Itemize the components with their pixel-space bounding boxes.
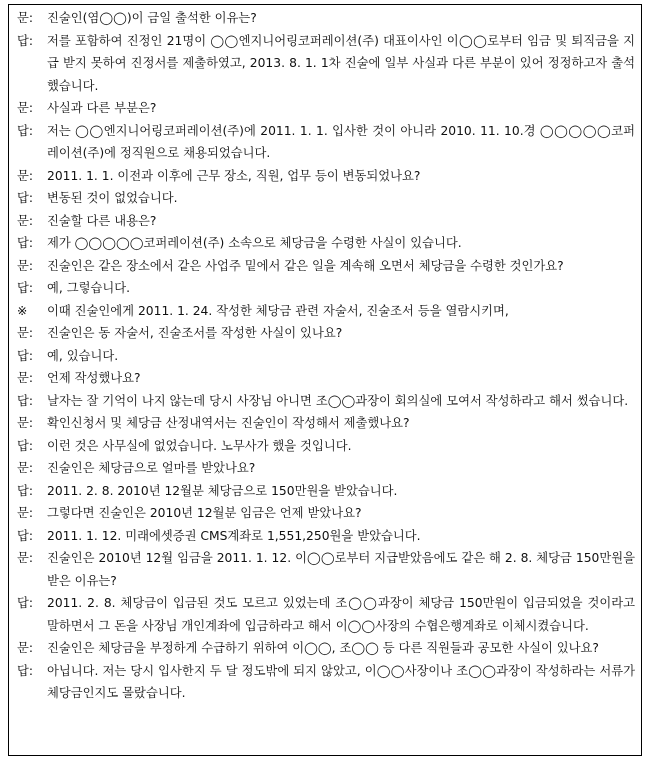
entry-prefix: 답: (17, 191, 34, 205)
entry-prefix: 답: (17, 281, 34, 295)
entry-text: 2011. 2. 8. 체당금이 입금된 것도 모르고 있었는데 조◯◯과장이 체당금 150만원이 입금되었을 것이라고 말하면서 그 돈을 사장님 개인계좌에 입금하라고 해서 이◯◯사장의 수협은행계좌로 이체시켰습니다. (47, 596, 635, 633)
entry-text: 2011. 1. 1. 이전과 이후에 근무 장소, 직원, 업무 등이 변동되었나요? (47, 168, 421, 183)
answer-entry (17, 345, 635, 368)
note-entry (17, 300, 635, 323)
question-entry (17, 210, 635, 233)
entry-prefix: 문: (17, 326, 34, 340)
entry-prefix: 문: (17, 641, 34, 655)
question-entry (17, 637, 635, 660)
entry-text: 2011. 2. 8. 2010년 12월분 체당금으로 150만원을 받았습니다. (47, 483, 398, 498)
entry-prefix: 문: (17, 213, 34, 228)
statement-document (8, 4, 642, 756)
answer-entry (17, 480, 635, 503)
question-entry (17, 97, 635, 120)
entry-text: 진술인(염◯◯)이 금일 출석한 이유는? (47, 11, 257, 25)
question-entry (17, 547, 635, 592)
entry-text: 언제 작성했나요? (47, 371, 141, 385)
entry-text: 진술인은 2010년 12월 임금을 2011. 1. 12. 이◯◯로부터 지급받았음에도 같은 해 2. 8. 체당금 150만원을 받은 이유는? (47, 551, 635, 588)
question-entry (17, 7, 635, 30)
question-entry (17, 322, 635, 345)
entry-prefix: 답: (17, 393, 34, 408)
entry-prefix: 답: (17, 123, 34, 138)
answer-entry (17, 660, 635, 705)
entry-text: 진술인은 체당금으로 얼마를 받았나요? (47, 461, 256, 475)
question-entry (17, 412, 635, 435)
entry-text: 사실과 다른 부분은? (47, 101, 157, 115)
entry-text: 저는 ◯◯엔지니어링코퍼레이션(주)에 2011. 1. 1. 입사한 것이 아니라 2010. 11. 10.경 ◯◯◯◯◯코퍼레이션(주)에 정직원으로 채용되었습니다. (47, 123, 635, 160)
question-entry (17, 457, 635, 480)
entry-text: 진술인은 동 자술서, 진술조서를 작성한 사실이 있나요? (47, 326, 343, 340)
entry-text: 진술인은 같은 장소에서 같은 사업주 밑에서 같은 일을 계속해 오면서 체당금을 수령한 것인가요? (47, 258, 564, 273)
entry-text: 예, 그렇습니다. (47, 281, 130, 295)
entry-prefix: 문: (17, 551, 34, 565)
entry-text: 제가 ◯◯◯◯◯코퍼레이션(주) 소속으로 체당금을 수령한 사실이 있습니다. (47, 236, 462, 250)
entry-prefix: 문: (17, 371, 34, 385)
entry-prefix: 답: (17, 348, 34, 363)
entry-prefix: 답: (17, 236, 34, 250)
entry-text: 예, 있습니다. (47, 348, 119, 363)
entry-text: 2011. 1. 12. 미래에셋증권 CMS계좌로 1,551,250원을 받았습니다. (47, 528, 421, 543)
answer-entry (17, 120, 635, 165)
answer-entry (17, 187, 635, 210)
answer-entry (17, 232, 635, 255)
answer-entry (17, 525, 635, 548)
entry-text: 확인신청서 및 체당금 산정내역서는 진술인이 작성해서 제출했나요? (47, 416, 410, 430)
entry-prefix: 답: (17, 528, 34, 543)
entry-prefix: 문: (17, 11, 34, 25)
answer-entry (17, 592, 635, 637)
entry-prefix: 문: (17, 258, 34, 273)
entry-text: 이런 것은 사무실에 없었습니다. 노무사가 했을 것입니다. (47, 438, 352, 453)
entry-text: 저를 포함하여 진정인 21명이 ◯◯엔지니어링코퍼레이션(주) 대표이사인 이◯◯로부터 임금 및 퇴직금을 지급 받지 못하여 진정서를 제출하였고, 2013. 8. 1. 1차 진술에 일부 사실과 다른 부분이 있어 정정하고자 출석했습니다. (47, 33, 635, 93)
entry-text: 그렇다면 진술인은 2010년 12월분 임금은 언제 받았나요? (47, 506, 362, 520)
entry-prefix: 문: (17, 168, 34, 183)
entry-prefix: 문: (17, 461, 34, 475)
entry-prefix: 문: (17, 506, 34, 520)
entry-prefix: 답: (17, 483, 34, 498)
entry-text: 변동된 것이 없었습니다. (47, 191, 178, 205)
answer-entry (17, 435, 635, 458)
entry-prefix: 답: (17, 33, 34, 48)
entry-prefix: 답: (17, 596, 34, 610)
entry-text: 날자는 잘 기억이 나지 않는데 당시 사장님 아니면 조◯◯과장이 회의실에 모여서 작성하라고 해서 썼습니다. (47, 393, 629, 408)
question-entry (17, 367, 635, 390)
answer-entry (17, 30, 635, 98)
entry-text: 아닙니다. 저는 당시 입사한지 두 달 정도밖에 되지 않았고, 이◯◯사장이나 조◯◯과장이 작성하라는 서류가 체당금인지도 몰랐습니다. (47, 663, 635, 700)
answer-entry (17, 390, 635, 413)
entry-text: 진술인은 체당금을 부정하게 수급하기 위하여 이◯◯, 조◯◯ 등 다른 직원들과 공모한 사실이 있나요? (47, 641, 599, 655)
entry-prefix: ※ (17, 303, 28, 318)
question-entry (17, 165, 635, 188)
entry-prefix: 답: (17, 663, 34, 678)
entry-text: 이때 진술인에게 2011. 1. 24. 작성한 체당금 관련 자술서, 진술조서 등을 열람시키며, (47, 303, 509, 318)
entry-prefix: 답: (17, 438, 34, 453)
entry-prefix: 문: (17, 416, 34, 430)
question-entry (17, 255, 635, 278)
entry-text: 진술할 다른 내용은? (47, 213, 157, 228)
question-entry (17, 502, 635, 525)
answer-entry (17, 277, 635, 300)
entry-prefix: 문: (17, 101, 34, 115)
